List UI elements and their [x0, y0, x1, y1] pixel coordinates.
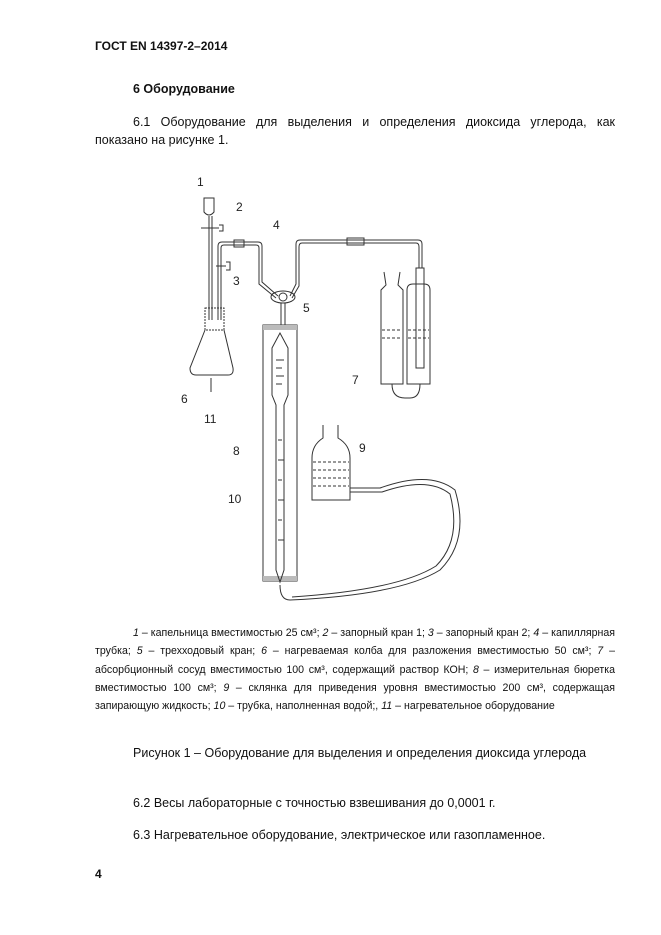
label-5: 5	[303, 301, 310, 315]
legend-num: 8	[473, 663, 479, 676]
section-title: 6 Оборудование	[133, 82, 235, 96]
label-8: 8	[233, 444, 240, 458]
capillary-tube	[216, 238, 422, 320]
legend-num: 2	[322, 627, 329, 639]
label-6: 6	[181, 392, 188, 406]
page-number: 4	[95, 867, 102, 881]
legend-num: 4	[533, 627, 540, 639]
paragraph-6-3-text: 6.3 Нагревательное оборудование, электрическое или газопламенное.	[133, 828, 546, 842]
legend-text: – запорный кран 1;	[328, 627, 428, 639]
legend-num: 10	[213, 700, 226, 713]
legend-num: 6	[261, 645, 267, 658]
legend-text: – капельница вместимостью 25 см³;	[138, 627, 323, 639]
paragraph-6-3	[95, 826, 615, 844]
label-3: 3	[233, 274, 240, 288]
label-10: 10	[228, 492, 242, 506]
figure-legend	[95, 624, 615, 715]
legend-text: – склянка для приведения уровня вместимостью 200 см³, содержащая запирающую жидкость;	[95, 681, 615, 713]
legend-text: – капиллярная трубка;	[95, 627, 615, 658]
legend-num: 9	[223, 681, 230, 694]
label-9: 9	[359, 441, 366, 455]
label-1: 1	[197, 175, 204, 189]
dropping-funnel	[201, 198, 223, 320]
legend-num: 11	[381, 700, 393, 713]
heated-flask	[190, 308, 233, 392]
label-7: 7	[352, 373, 359, 387]
legend-num: 3	[427, 627, 434, 639]
document-header: ГОСТ EN 14397-2–2014	[95, 39, 228, 53]
figure-caption	[95, 744, 615, 762]
legend-text: – нагреваемая колба для разложения вместимостью 50 см³;	[267, 645, 598, 658]
figure-caption-text: Рисунок 1 – Оборудование для выделения и определения диоксида углерода	[133, 746, 587, 760]
paragraph-6-1-text: 6.1 Оборудование для выделения и определения диоксида углерода, как показано на рисунке 1.	[95, 115, 615, 147]
legend-num: 5	[136, 645, 143, 658]
levelling-bottle	[312, 425, 350, 500]
legend-num: 1	[133, 627, 139, 639]
label-2: 2	[236, 200, 243, 214]
legend-text: – трубка, наполненная водой;,	[225, 700, 382, 713]
legend-text: – абсорбционный сосуд вместимостью 100 см³, содержащий раствор КОН;	[95, 645, 615, 676]
absorption-vessel	[381, 268, 430, 398]
legend-num: 7	[597, 645, 604, 658]
measuring-burette	[263, 325, 297, 582]
rubber-tube	[280, 479, 460, 600]
legend-text: – трехходовый кран;	[142, 645, 262, 658]
label-4: 4	[273, 218, 280, 232]
legend-text: – нагревательное оборудование	[392, 700, 555, 713]
paragraph-6-2-text: 6.2 Весы лабораторные с точностью взвешивания до 0,0001 г.	[133, 796, 496, 810]
label-11: 11	[204, 412, 217, 426]
legend-text: – измерительная бюретка вместимостью 100 см³;	[95, 663, 615, 694]
paragraph-6-2	[95, 794, 615, 812]
legend-text: – запорный кран 2;	[433, 627, 534, 639]
